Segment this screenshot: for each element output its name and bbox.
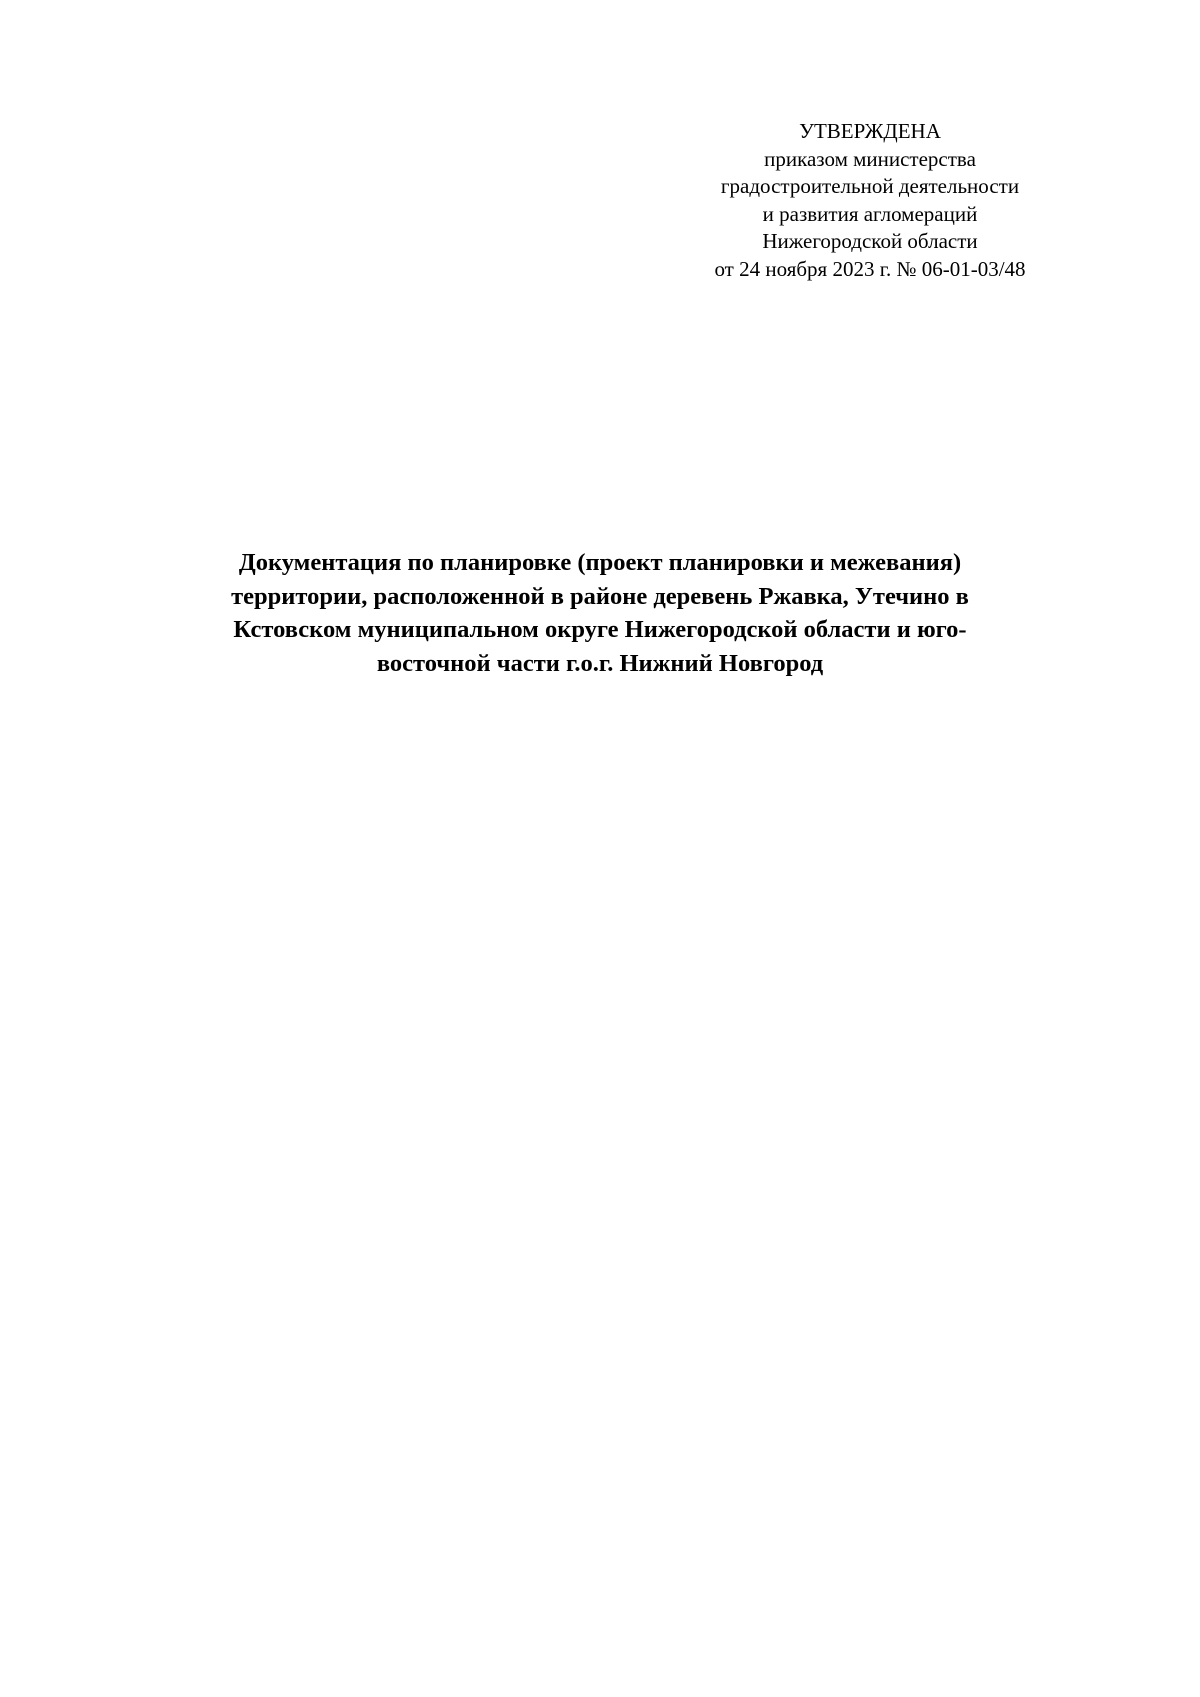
approval-order-date-number: от 24 ноября 2023 г. № 06-01-03/48 — [714, 256, 1026, 281]
approval-heading: УТВЕРЖДЕНА — [799, 119, 941, 143]
document-title-line: восточной части г.о.г. Нижний Новгород — [376, 649, 824, 677]
document-title — [120, 546, 1080, 680]
approval-line: приказом министерства — [764, 146, 976, 171]
approval-stamp — [660, 118, 1080, 283]
approval-line: градостроительной деятельности — [720, 174, 1020, 198]
document-title-line: территории, расположенной в районе деревень Ржавка, Утечино в — [231, 582, 969, 610]
approval-line: Нижегородской области — [762, 229, 978, 253]
document-title-line: Кстовском муниципальном округе Нижегородской области и юго- — [233, 616, 967, 643]
document-title-line: Документация по планировке (проект планировки и межевания) — [238, 549, 962, 576]
approval-line: и развития агломераций — [762, 201, 978, 226]
